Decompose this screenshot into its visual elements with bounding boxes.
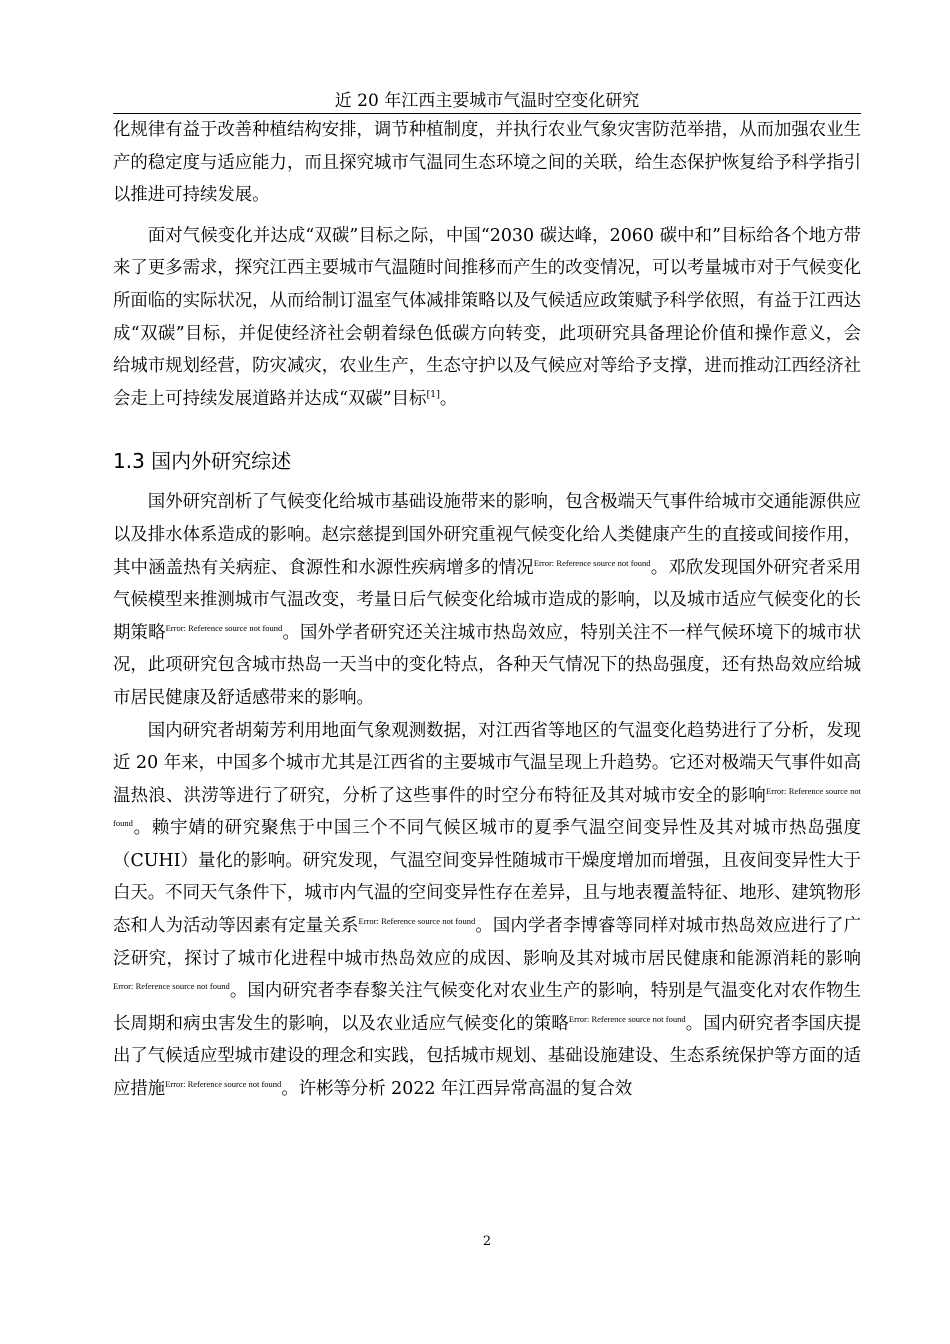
sentence: 。许彬等分析 2022 年江西异常高温的复合效	[281, 1079, 633, 1100]
sentence: 。国外学者研究还关注城市热岛效应，特别关注不一样气候环境下的城市状况，此项研究包含城市热岛一天当中的变化特点，各种天气情况下的热岛强度，还有热岛效应给城市居民健康及舒适感带来的影响。	[113, 622, 861, 708]
paragraph-text: 面对气候变化并达成“双碳”目标之际，中国“2030 碳达峰，2060 碳中和”目标给各个地方带来了更多需求，探究江西主要城市气温随时间推移而产生的改变情况，可以考量城市对于气候变化所面临的实际状况，从而给制订温室气体减排策略以及气候适应政策赋予科学依照，有益于江西达成“双碳”目标，并促使经济社会朝着绿色低碳方向转变，此项研究具备理论价值和操作意义，会给城市规划经营，防灾减灾，农业生产，生态守护以及气候应对等给予支撑，进而推动江西经济社会走上可持续发展道路并达成“双碳”目标	[113, 225, 861, 409]
reference-error: Error: Reference source not found	[568, 1014, 686, 1025]
reference-error: Error: Reference source not found	[113, 785, 861, 829]
sentence: 。赖宇婧的研究聚焦于中国三个不同气候区城市的夏季气温空间变异性及其对城市热岛强度（CUHI）量化的影响。研究发现，气温空间变异性随城市干燥度增加而增强，且夜间变异性大于白天。不同天气条件下，城市内气温的空间变异性存在差异，且与地表覆盖特征、地形、建筑物形态和人为活动等因素有定量关系	[113, 818, 861, 937]
citation-marker: [1]	[426, 388, 440, 400]
sentence: 国内研究者胡菊芳利用地面气象观测数据，对江西省等地区的气温变化趋势进行了分析，发现近 20 年来，中国多个城市尤其是江西省的主要城市气温呈现上升趋势。它还对极端天气事件如高温热浪、洪涝等进行了研究，分析了这些事件的时空分布特征及其对城市安全的影响	[113, 720, 861, 806]
reference-error: Error: Reference source not found	[113, 981, 230, 992]
reference-error: Error: Reference source not found	[165, 622, 283, 633]
reference-error: Error: Reference source not found	[533, 557, 651, 568]
reference-error: Error: Reference source not found	[358, 916, 476, 927]
section-heading: 1.3 国内外研究综述	[113, 449, 292, 474]
paragraph-domestic-research	[113, 715, 861, 1106]
paragraph-continuation: 化规律有益于改善种植结构安排，调节种植制度，并执行农业气象灾害防范举措，从而加强农业生产的稳定度与适应能力，而且探究城市气温同生态环境之间的关联，给生态保护恢复给予科学指引以推进可持续发展。	[113, 120, 861, 206]
paragraph-dual-carbon	[113, 220, 861, 416]
sentence: 。邓欣发现国外研究者采用气候模型来推测城市气温改变，考量日后气候变化给城市造成的影响，以及城市适应气候变化的长期策略	[113, 557, 861, 643]
sentence: 。国内研究者李春黎关注气候变化对农业生产的影响，特别是气温变化对农作物生长周期和病虫害发生的影响，以及农业适应气候变化的策略	[113, 981, 861, 1034]
paragraph-end: 。	[439, 388, 458, 409]
page-number: 2	[482, 1234, 492, 1249]
sentence: 。国内学者李博睿等同样对城市热岛效应进行了广泛研究，探讨了城市化进程中城市热岛效应的成因、影响及其对城市居民健康和能源消耗的影响	[113, 916, 861, 969]
document-body	[113, 114, 861, 1106]
paragraph-foreign-research	[113, 486, 861, 714]
sentence: 。国内研究者李国庆提出了气候适应型城市建设的理念和实践，包括城市规划、基础设施建设、生态系统保护等方面的适应措施	[113, 1013, 861, 1100]
running-header: 近 20 年江西主要城市气温时空变化研究	[334, 91, 640, 111]
reference-error: Error: Reference source not found	[165, 1079, 282, 1090]
sentence: 国外研究剖析了气候变化给城市基础设施带来的影响，包含极端天气事件给城市交通能源供应以及排水体系造成的影响。赵宗慈提到国外研究重视气候变化给人类健康产生的直接或间接作用，其中涵盖热有关病症、食源性和水源性疾病增多的情况	[113, 492, 861, 578]
